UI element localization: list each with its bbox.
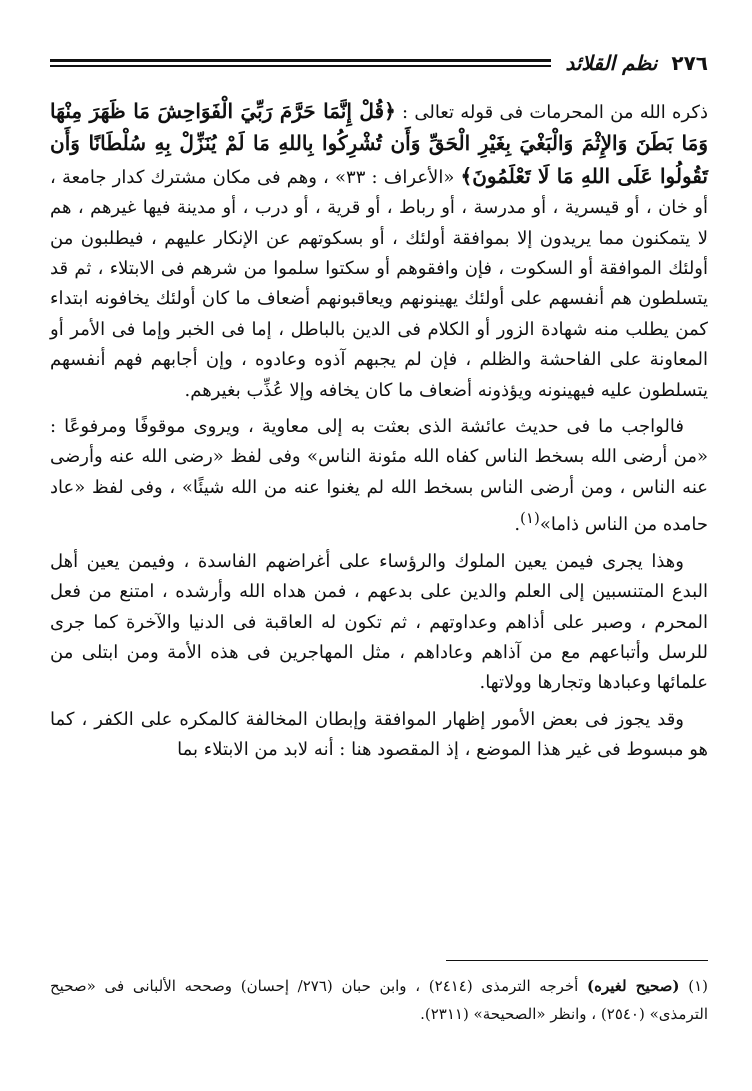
paragraph-2 [50,412,708,541]
paragraph-2-end: . [514,514,521,536]
running-title: نظم القلائد [565,51,658,75]
footnote-grade: (صحيح لغيره) [587,977,680,995]
footnote-ref[interactable]: (١) [520,509,540,528]
footnote-text: أخرجه الترمذى (٢٤١٤) ، وابن حبان (٢٧٦/ إحسان) وصححه الألبانى فى «صحيح الترمذى» (٢٥٤٠) ، وانظر «الصحيحة» (٢٣١١). [50,977,708,1023]
page-header [50,50,708,76]
footnote-separator [446,960,708,961]
paragraph-3 [50,547,708,699]
paragraph-1-intro: ذكره الله من المحرمات فى قوله تعالى : [395,102,708,123]
main-text [50,96,708,772]
paragraph-4 [50,705,708,766]
paragraph-1-rest: «الأعراف : ٣٣» ، وهم فى مكان مشترك كدار جامعة ، أو خان ، أو قيسرية ، أو مدرسة ، أو رباط ، أو قرية ، أو درب ، أو مدينة فيها غيرهم ، هم لا يتمكنون مما يريدون إلا بموافقة أولئك ، أو بسكوتهم عن الإنكار عليهم ، فيطلبون من أولئك الموافقة أو السكوت ، فإن وافقوهم أو سكتوا سلموا من شرهم فى الابتلاء ، ثم قد يتسلطون هم أنفسهم على أولئك يهينونهم ويعاقبونهم أضعاف ما كان أولئك يخافونه ابتداء كمن يطلب منه شهادة الزور أو الكلام فى الدين بالباطل ، إما فى الخبر وإما فى الأمر أو المعاونة على الفاحشة والظلم ، فإن لم يجبهم آذوه وعادوه ، وإن أجابهم فهم أنفسهم يتسلطون عليه فيهينونه ويؤذونه أضعاف ما كان يخافه وإلا عُذِّب بغيرهم. [50,166,708,401]
quran-verse: ﴿قُلْ إِنَّمَا حَرَّمَ رَبِّيَ الْفَوَاحِشَ مَا ظَهَرَ مِنْهَا وَمَا بَطَنَ وَالإِثْمَ وَالْبَغْيَ بِغَيْرِ الْحَقِّ وَأَن تُشْرِكُوا بِاللهِ مَا لَمْ يُنَزِّلْ بِهِ سُلْطَانًا وَأَن تَقُولُوا عَلَى اللهِ مَا لَا تَعْلَمُونَ﴾ [50,99,708,188]
header-rule [50,59,551,67]
paragraph-3-text: وهذا يجرى فيمن يعين الملوك والرؤساء على أغراضهم الفاسدة ، وفيمن يعين أهل البدع المتنسبين إلى العلم والدين على بدعهم ، فمن هداه الله وأرشده ، امتنع من فعل المحرم ، وصبر على أذاهم وعداوتهم ، ثم تكون له العاقبة فى الدنيا والآخرة كما جرى للرسل وأتباعهم مع من آذاهم وعاداهم ، مثل المهاجرين فى هذه الأمة ومن ابتلى من علمائها وعبادها وتجارها وولاتها. [50,550,708,694]
footnote [50,972,708,1028]
paragraph-2-text: فالواجب ما فى حديث عائشة الذى بعثت به إلى معاوية ، ويروى موقوفًا ومرفوعًا : «من أرضى الله بسخط الناس كفاه الله مئونة الناس» وفى لفظ «رضى الله عنه وأرضى عنه الناس ، ومن أرضى الناس بسخط الله لم يغنوا عنه من الله شيئًا» ، وفى لفظ «عاد حامده من الناس ذاما» [50,416,708,536]
page-number: ٢٧٦ [671,51,708,75]
footnote-number: (١) [688,977,708,995]
paragraph-1 [50,96,708,406]
paragraph-4-text: وقد يجوز فى بعض الأمور إظهار الموافقة وإبطان المخالفة كالمكره على الكفر ، كما هو مبسوط فى غير هذا الموضع ، إذ المقصود هنا : أنه لابد من الابتلاء بما [50,708,708,761]
